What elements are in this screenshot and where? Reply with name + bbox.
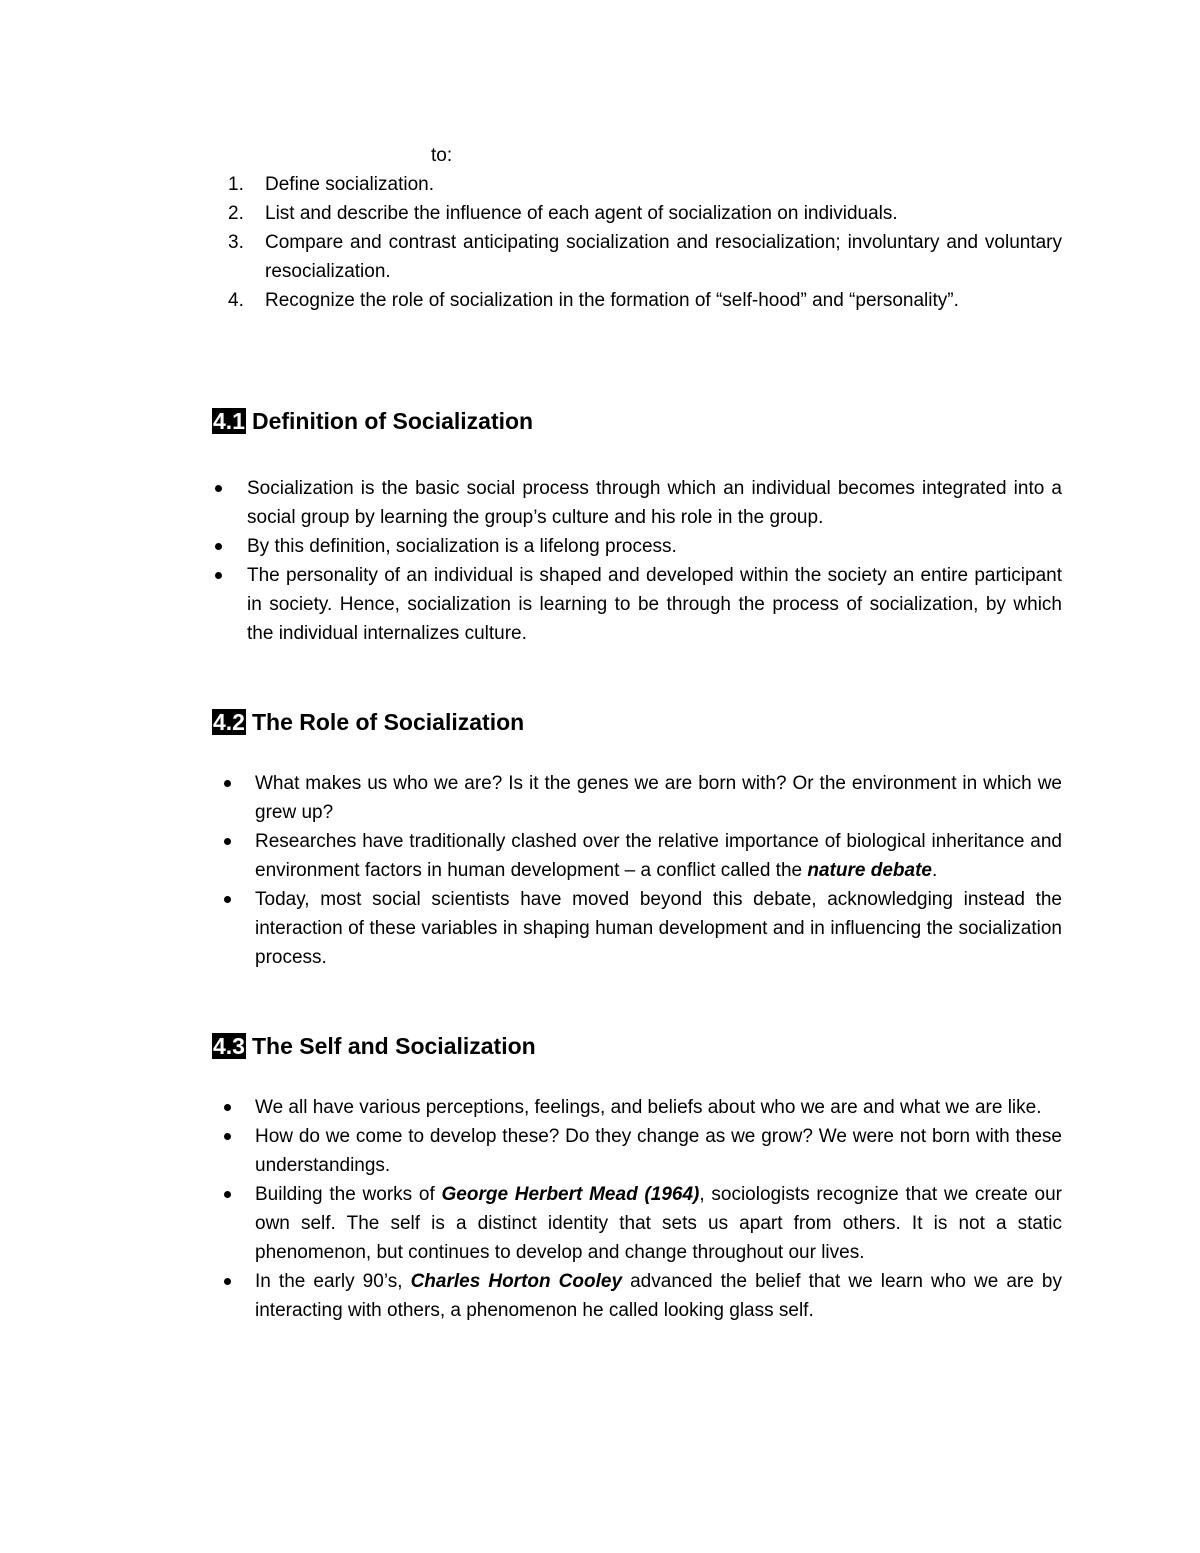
bullet-text-end: , sociologists recognize that we create our own self. The self is a distinct identity that sets us apart from others. It is not a static phenomenon, but continues to develop and change throughout our lives.: [255, 1184, 1063, 1263]
list-item: [220, 1267, 1062, 1325]
objective-item: [228, 199, 1062, 228]
bullet-icon: [224, 1278, 231, 1285]
emphasis-name: Charles Horton Cooley: [410, 1271, 623, 1292]
list-item: [212, 474, 1062, 532]
objective-text: Recognize the role of socialization in the formation of “self-hood” and “personality”.: [265, 290, 959, 311]
objective-number: 3.: [228, 232, 244, 253]
emphasis-name: George Herbert Mead (1964): [441, 1184, 700, 1205]
objective-text: Compare and contrast anticipating socialization and resocialization; involuntary and voluntary resocialization.: [265, 232, 1062, 282]
emphasis-term: nature debate: [807, 860, 932, 881]
bullet-text: By this definition, socialization is a lifelong process.: [247, 536, 677, 557]
bullet-icon: [224, 1104, 231, 1111]
list-item: [212, 532, 1062, 561]
bullet-text-start: In the early 90’s,: [255, 1271, 411, 1292]
list-item: [220, 1122, 1062, 1180]
objectives-list: [228, 170, 1062, 315]
bullet-text: Socialization is the basic social process through which an individual becomes integrated into a social group by learning the group’s culture and his role in the group.: [247, 478, 1062, 528]
bullet-icon: [224, 1133, 231, 1140]
objective-text: Define socialization.: [265, 174, 434, 195]
list-item: [220, 827, 1062, 885]
section-title: The Self and Socialization: [251, 1033, 536, 1059]
list-item: [220, 1093, 1062, 1122]
bullet-text-end: advanced the belief that we learn who we are by interacting with others, a phenomenon he called looking glass self.: [255, 1271, 1062, 1321]
objective-number: 4.: [228, 290, 244, 311]
bullet-text: How do we come to develop these? Do they change as we grow? We were not born with these understandings.: [255, 1126, 1062, 1176]
role-bullet-list: [220, 769, 1062, 972]
objective-item: [228, 228, 1062, 286]
list-item: [220, 885, 1062, 972]
section-number: 4.1: [213, 408, 245, 434]
section-number: 4.2: [213, 709, 245, 735]
objective-item: [228, 170, 1062, 199]
bullet-icon: [224, 1191, 231, 1198]
bullet-text: The personality of an individual is shaped and developed within the society an entire participant in society. Hence, socialization is learning to be through the process of socialization, by which the individual internalizes culture.: [247, 565, 1062, 644]
section-number: 4.3: [213, 1033, 245, 1059]
list-item: [212, 561, 1062, 648]
list-item: [220, 769, 1062, 827]
bullet-icon: [215, 543, 222, 550]
section-heading-definition: [212, 406, 533, 436]
definition-bullet-list: [212, 474, 1062, 648]
objective-text: List and describe the influence of each agent of socialization on individuals.: [265, 203, 898, 224]
section-heading-self: [212, 1031, 536, 1061]
bullet-icon: [224, 780, 231, 787]
bullet-text-start: Building the works of: [255, 1184, 442, 1205]
section-title: The Role of Socialization: [251, 709, 525, 735]
bullet-icon: [224, 838, 231, 845]
objectives-lead: to:: [431, 145, 453, 166]
objective-number: 1.: [228, 174, 244, 195]
list-item: [220, 1180, 1062, 1267]
bullet-icon: [215, 485, 222, 492]
bullet-text-end: .: [931, 860, 938, 881]
bullet-text-start: Researches have traditionally clashed over the relative importance of biological inheritance and environment factors in human development – a conflict called the: [255, 831, 1062, 881]
bullet-icon: [224, 896, 231, 903]
bullet-text: What makes us who we are? Is it the genes we are born with? Or the environment in which we grew up?: [255, 773, 1062, 823]
bullet-text: Today, most social scientists have moved beyond this debate, acknowledging instead the interaction of these variables in shaping human development and in influencing the socialization process.: [255, 889, 1062, 968]
objective-number: 2.: [228, 203, 244, 224]
section-heading-role: [212, 707, 524, 737]
self-bullet-list: [220, 1093, 1062, 1325]
objective-item: [228, 286, 1062, 315]
bullet-text: We all have various perceptions, feelings, and beliefs about who we are and what we are like.: [255, 1097, 1042, 1118]
bullet-icon: [215, 572, 222, 579]
section-title: Definition of Socialization: [251, 408, 534, 434]
